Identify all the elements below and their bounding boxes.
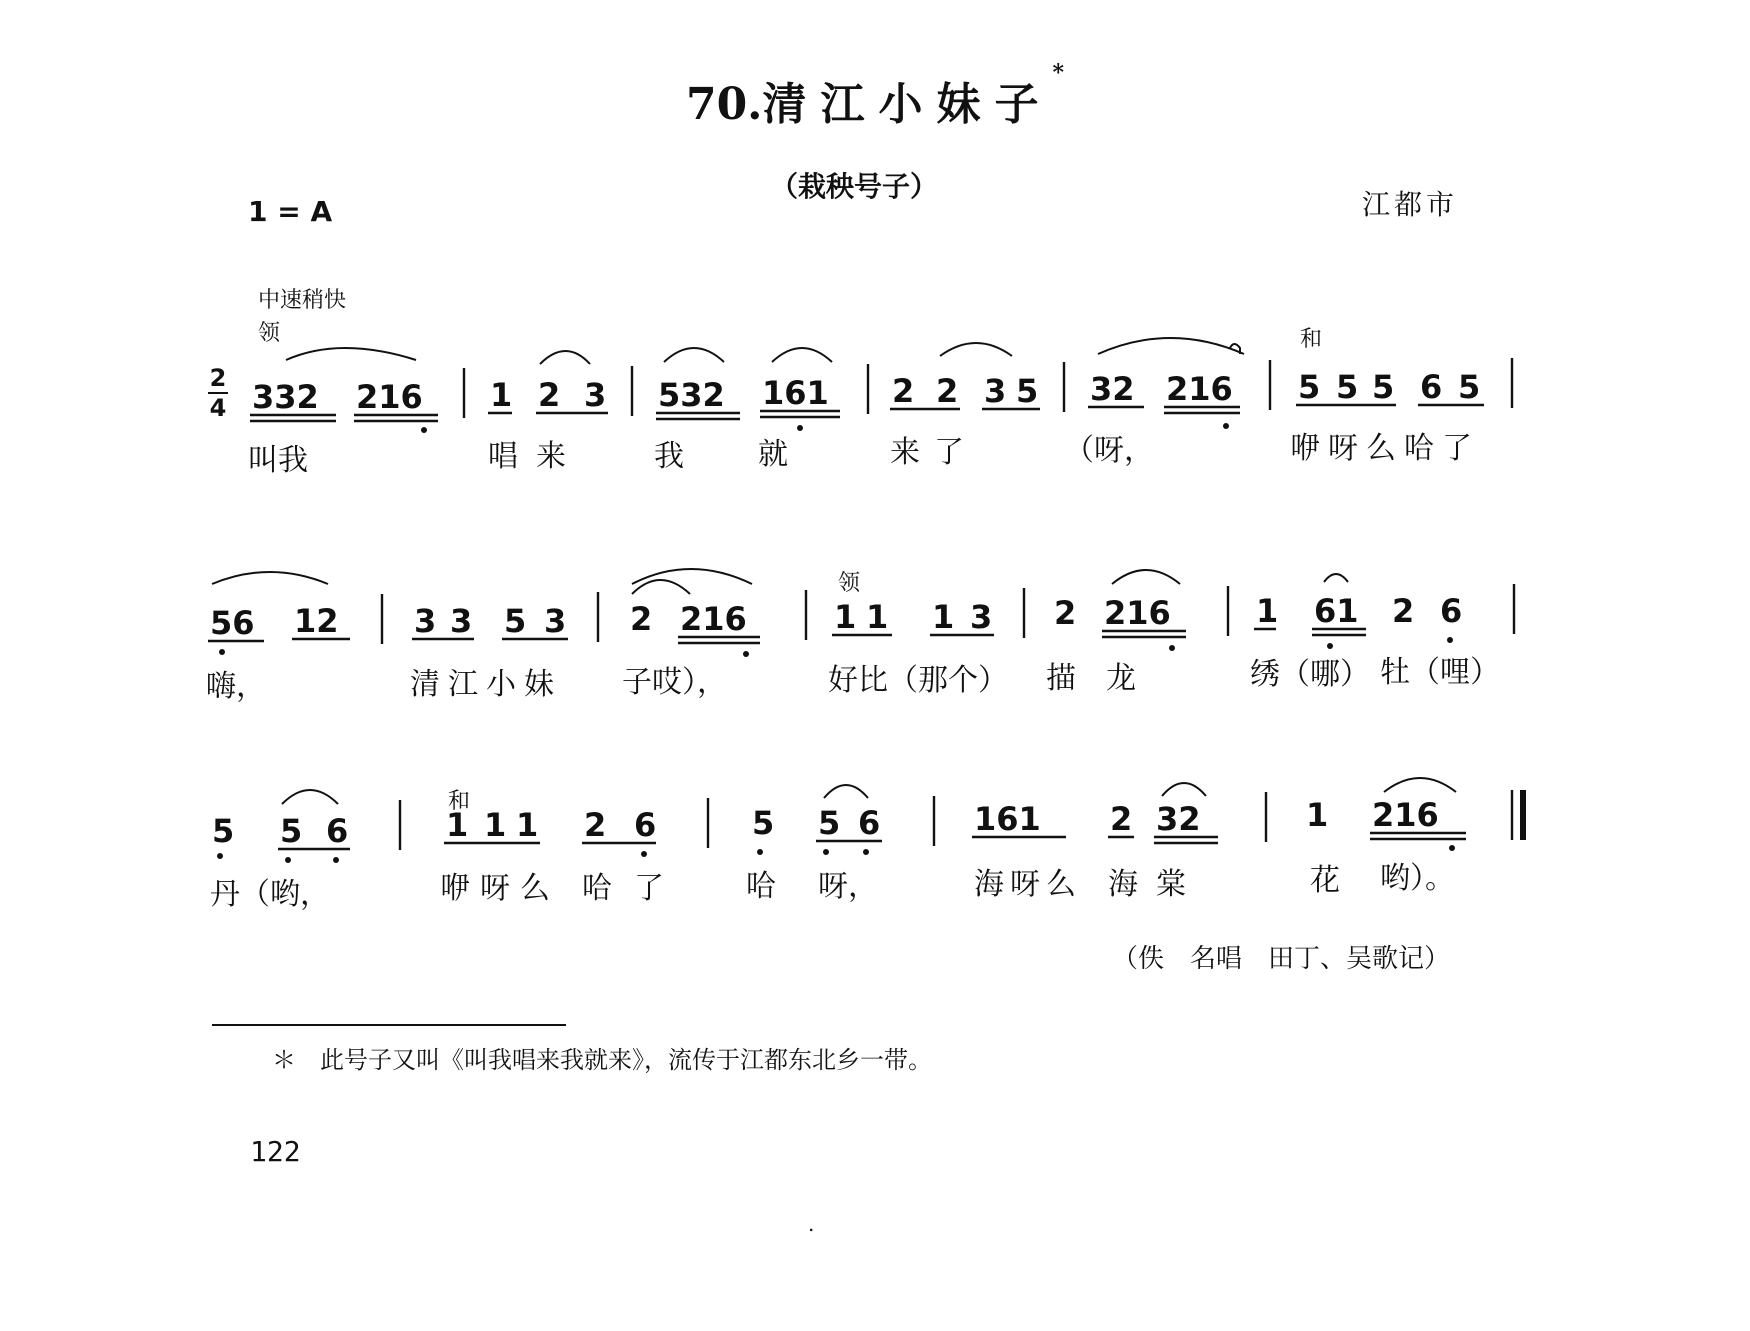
measure-3-4 (974, 800, 1201, 838)
note: 2 (584, 806, 607, 844)
time-signature-top: 2 (209, 364, 227, 392)
note: 2 (1392, 592, 1415, 630)
page-number: 122 (250, 1135, 301, 1168)
note-group: 32 (1156, 800, 1201, 838)
note: 5 (1016, 372, 1039, 410)
lyric: 唱来 (488, 439, 584, 474)
lyric: 来了 (890, 435, 978, 470)
note-group: 216 (1104, 594, 1171, 632)
measure-2-4 (834, 598, 992, 636)
song-name: 清江小妹子 (762, 79, 1053, 130)
measure-1-5 (1090, 370, 1233, 408)
footnote-marker: * (1052, 60, 1065, 86)
note: 1 (866, 598, 889, 636)
measure-2-3 (630, 600, 747, 638)
note-group: 32 (1090, 370, 1135, 408)
note-group: 216 (1166, 370, 1233, 408)
song-number: 70. (685, 79, 763, 130)
note: 1 (516, 806, 539, 844)
measure-1-2 (490, 376, 606, 414)
note: 2 (892, 372, 915, 410)
lead-mark: 领 (258, 321, 281, 346)
lyric: 哈 (582, 871, 612, 906)
measure-3-5 (1306, 796, 1439, 834)
octave-dots (217, 423, 1455, 863)
lyric: 嗨， (206, 669, 266, 704)
note: 2 (538, 376, 561, 414)
note: 3 (970, 598, 993, 636)
note-group: 161 (974, 800, 1041, 838)
note: 5 (818, 804, 841, 842)
tempo-marking: 中速稍快 (258, 288, 347, 313)
note: 3 (450, 602, 473, 640)
lyric: 海 (1108, 867, 1138, 902)
measure-3-2 (446, 806, 656, 844)
note: 1 (490, 376, 513, 414)
note: 6 (1440, 592, 1463, 630)
note-group: 216 (356, 378, 423, 416)
bottom-dot: . (808, 1212, 815, 1236)
chorus-mark: 和 (1300, 327, 1323, 352)
note: 5 (1336, 368, 1359, 406)
lyric: 子哎）， (622, 665, 727, 700)
note-group: 216 (680, 600, 747, 638)
note-group: 56 (210, 604, 255, 642)
lyric: 丹（哟， (210, 877, 330, 912)
note: 2 (1110, 800, 1133, 838)
note: 1 (484, 806, 507, 844)
note-group: 12 (294, 602, 339, 640)
note: 3 (984, 372, 1007, 410)
lyric: 海呀么 (974, 867, 1082, 902)
measure-2-1 (210, 602, 339, 642)
lyric: 哈 (746, 869, 776, 904)
measure-1-4 (892, 372, 1038, 410)
lyric: 就 (758, 437, 788, 472)
measure-2-5 (1054, 594, 1171, 632)
note: 5 (212, 812, 235, 850)
note: 6 (634, 806, 657, 844)
lyric: 咿呀么 (440, 871, 560, 906)
lyric: 了 (634, 871, 664, 906)
note: 2 (1054, 594, 1077, 632)
chorus-mark: 和 (448, 789, 471, 814)
note-group: 332 (252, 378, 319, 416)
note-group: 161 (762, 374, 829, 412)
song-subtitle: （栽秧号子） (770, 170, 939, 203)
lyric: 龙 (1106, 661, 1136, 696)
measure-2-2 (414, 602, 566, 640)
lyric: 牡（哩） (1380, 655, 1500, 690)
song-origin: 江都市 (1362, 188, 1459, 221)
lyric: 好比（那个） (828, 663, 1008, 698)
lyric: 棠 (1156, 867, 1186, 902)
note: 2 (630, 600, 653, 638)
measure-2-6 (1256, 592, 1462, 630)
measure-1-6 (1298, 368, 1480, 406)
note: 1 (834, 598, 857, 636)
note-group: 61 (1314, 592, 1359, 630)
note: 5 (752, 804, 775, 842)
note: 5 (1298, 368, 1321, 406)
note: 1 (446, 806, 469, 844)
lyric: 花 (1310, 863, 1340, 898)
note: 3 (584, 376, 607, 414)
lyric: 呀， (818, 869, 878, 904)
note: 2 (936, 372, 959, 410)
lyric: 我 (654, 439, 684, 474)
note: 6 (858, 804, 881, 842)
measure-1-3 (658, 374, 829, 414)
note-group: 532 (658, 376, 725, 414)
lyric: 清江小妹 (410, 667, 562, 702)
lead-mark: 领 (838, 571, 861, 596)
note: 6 (326, 812, 349, 850)
note: 5 (280, 812, 303, 850)
note: 5 (1458, 368, 1481, 406)
note: 5 (504, 602, 527, 640)
footnote: ＊ 此号子又叫《叫我唱来我就来》，流传于江都东北乡一带。 (272, 1046, 932, 1074)
lyric: 描 (1046, 661, 1076, 696)
lyric: （呀， (1064, 433, 1154, 468)
time-signature-bottom: 4 (209, 394, 227, 422)
lyric: 叫我 (248, 443, 308, 478)
key-signature: 1 = A (248, 195, 333, 228)
lyric: 绣（哪） (1250, 657, 1370, 692)
note: 1 (1306, 796, 1329, 834)
measure-3-1 (212, 812, 348, 850)
note: 3 (544, 602, 567, 640)
measure-3-3 (752, 804, 880, 842)
note: 3 (414, 602, 437, 640)
measure-1-1 (252, 378, 423, 416)
lyric: 哟）。 (1380, 861, 1455, 896)
note-group: 216 (1372, 796, 1439, 834)
note: 6 (1420, 368, 1443, 406)
note: 1 (932, 598, 955, 636)
note: 5 (1372, 368, 1395, 406)
performer-credit: （佚 名唱 田丁、吴歌记） (1112, 944, 1451, 974)
footnote-divider (212, 1024, 566, 1026)
note: 1 (1256, 592, 1279, 630)
lyric: 咿呀么哈了 (1290, 431, 1480, 466)
